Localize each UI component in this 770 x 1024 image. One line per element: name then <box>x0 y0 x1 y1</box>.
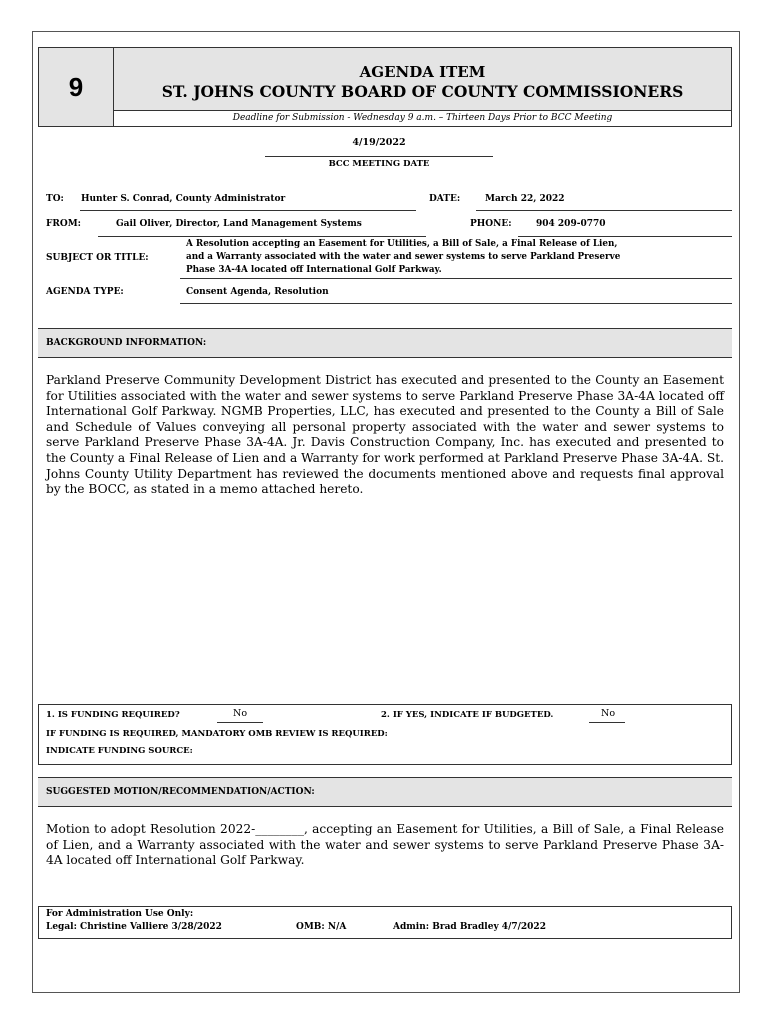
motion-text: Motion to adopt Resolution 2022-________, accepting an Easement for Utilities, a Bill of Sale, a Final Release of Lien, and a Warranty associated with the water and sewer systems to serve Parkland Preserve Phase 3A-4A located off International Golf Parkway. <box>46 822 724 868</box>
phone-rule <box>518 236 732 237</box>
budgeted-rule <box>589 722 625 723</box>
phone-label: PHONE: <box>470 219 512 229</box>
to-label: TO: <box>46 194 64 204</box>
admin-review: Admin: Brad Bradley 4/7/2022 <box>393 922 546 932</box>
admin-heading: For Administration Use Only: <box>46 909 194 919</box>
background-heading: BACKGROUND INFORMATION: <box>38 328 732 358</box>
meeting-date-value: 4/19/2022 <box>352 137 406 148</box>
date-rule <box>476 210 732 211</box>
budgeted-label: 2. IF YES, INDICATE IF BUDGETED. <box>381 710 554 720</box>
to-rule <box>80 210 416 211</box>
omb-review: OMB: N/A <box>296 922 347 932</box>
funding-required-value: No <box>233 708 248 719</box>
funding-required-rule <box>217 722 263 723</box>
date-label: DATE: <box>429 194 461 204</box>
funding-required-label: 1. IS FUNDING REQUIRED? <box>46 710 180 720</box>
motion-heading: SUGGESTED MOTION/RECOMMENDATION/ACTION: <box>38 777 732 807</box>
from-value: Gail Oliver, Director, Land Management Systems <box>116 219 362 229</box>
omb-review-note: IF FUNDING IS REQUIRED, MANDATORY OMB REVIEW IS REQUIRED: <box>46 729 388 739</box>
meeting-date-rule <box>265 156 493 157</box>
phone-value: 904 209-0770 <box>536 219 606 229</box>
from-rule <box>98 236 426 237</box>
agenda-title-box <box>113 47 732 111</box>
agenda-item-heading: AGENDA ITEM <box>359 63 486 81</box>
subject-line-1: A Resolution accepting an Easement for Utilities, a Bill of Sale, a Final Release of Lien, <box>186 239 618 249</box>
subject-line-2: and a Warranty associated with the water and sewer systems to serve Parkland Preserve <box>186 252 621 262</box>
to-value: Hunter S. Conrad, County Administrator <box>81 194 286 204</box>
agenda-type-rule <box>180 303 732 304</box>
subject-line-3: Phase 3A-4A located off International Golf Parkway. <box>186 265 442 275</box>
background-text: Parkland Preserve Community Development District has executed and presented to the County an Easement for Utilities associated with the water and sewer systems to serve Parkland Preserve Phase 3A-4A located off International Golf Parkway. NGMB Properties, LLC, has executed and presented to the County a Bill of Sale and Schedule of Values conveying all personal property associated with the water and sewer systems to serve Parkland Preserve Phase 3A-4A. Jr. Davis Construction Company, Inc. has executed and presented to the County a Final Release of Lien and a Warranty for work performed at Parkland Preserve Phase 3A-4A. St. Johns County Utility Department has reviewed the documents mentioned above and requests final approval by the BOCC, as stated in a memo attached hereto. <box>46 373 724 497</box>
funding-source-label: INDICATE FUNDING SOURCE: <box>46 746 193 756</box>
submission-deadline: Deadline for Submission - Wednesday 9 a.m. – Thirteen Days Prior to BCC Meeting <box>113 110 732 127</box>
subject-label: SUBJECT OR TITLE: <box>46 253 149 263</box>
date-value: March 22, 2022 <box>485 194 565 204</box>
meeting-date-label: BCC MEETING DATE <box>328 159 430 169</box>
legal-review: Legal: Christine Valliere 3/28/2022 <box>46 922 222 932</box>
subject-rule <box>180 278 732 279</box>
budgeted-value: No <box>601 708 616 719</box>
agenda-type-label: AGENDA TYPE: <box>46 287 124 297</box>
agenda-item-number: 9 <box>38 47 114 127</box>
agenda-type-value: Consent Agenda, Resolution <box>186 287 329 297</box>
from-label: FROM: <box>46 219 81 229</box>
board-name-heading: ST. JOHNS COUNTY BOARD OF COUNTY COMMISSIONERS <box>161 82 684 101</box>
